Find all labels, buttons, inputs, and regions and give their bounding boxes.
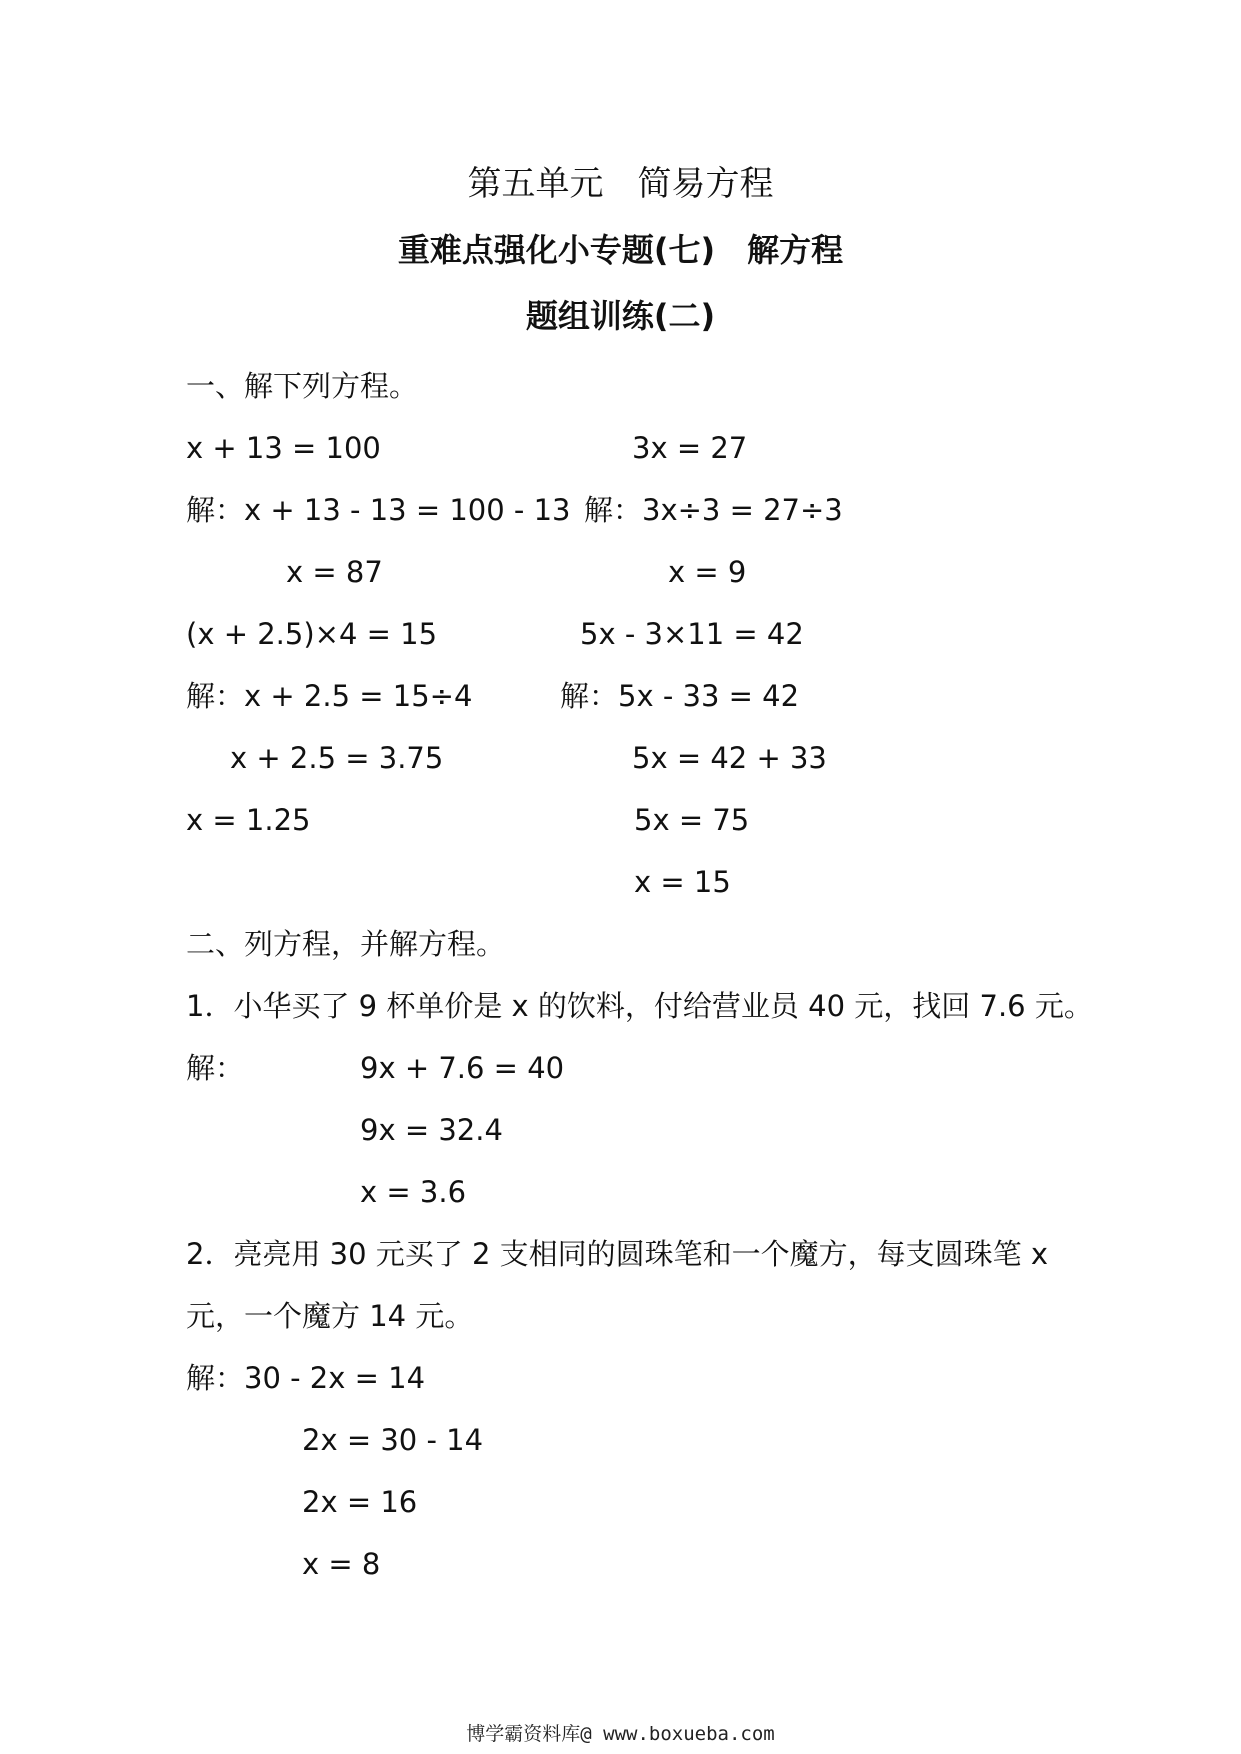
footer-watermark: 博学霸资料库@ www.boxueba.com xyxy=(466,1723,775,1745)
eq3-step2: x + 2.5 = 3.75 xyxy=(230,741,444,775)
q2-answer: x = 8 xyxy=(302,1547,381,1581)
eq1-step1: 解：x + 13 - 13 = 100 - 13 xyxy=(186,493,571,527)
q2-step1: 解：30 - 2x = 14 xyxy=(186,1361,426,1395)
q1-label: 解： xyxy=(186,1051,245,1085)
q2-text-line1: 2．亮亮用 30 元买了 2 支相同的圆珠笔和一个魔方，每支圆珠笔 x xyxy=(186,1237,1049,1271)
eq2-step1: 解：3x÷3 = 27÷3 xyxy=(584,493,843,527)
eq2-problem: 3x = 27 xyxy=(632,431,748,465)
section2-heading: 二、列方程，并解方程。 xyxy=(186,927,506,961)
eq4-step2: 5x = 42 + 33 xyxy=(632,741,827,775)
q1-text: 1．小华买了 9 杯单价是 x 的饮料，付给营业员 40 元，找回 7.6 元。 xyxy=(186,989,1093,1023)
eq3-answer: x = 1.25 xyxy=(186,803,311,837)
eq2-answer: x = 9 xyxy=(668,555,747,589)
eq3-step1: 解：x + 2.5 = 15÷4 xyxy=(186,679,473,713)
eq4-answer: x = 15 xyxy=(634,865,731,899)
eq1-answer: x = 87 xyxy=(286,555,383,589)
q2-step2: 2x = 30 - 14 xyxy=(302,1423,484,1457)
q1-step2: 9x = 32.4 xyxy=(360,1113,503,1147)
eq4-problem: 5x - 3×11 = 42 xyxy=(580,617,804,651)
q2-text-line2: 元，一个魔方 14 元。 xyxy=(186,1299,474,1333)
eq4-step3: 5x = 75 xyxy=(634,803,750,837)
eq3-problem: (x + 2.5)×4 = 15 xyxy=(186,617,438,651)
eq4-step1: 解：5x - 33 = 42 xyxy=(560,679,800,713)
topic-title: 重难点强化小专题(七) 解方程 xyxy=(397,231,844,269)
group-title: 题组训练(二) xyxy=(525,297,716,335)
q1-answer: x = 3.6 xyxy=(360,1175,467,1209)
section1-heading: 一、解下列方程。 xyxy=(186,369,419,403)
eq1-problem: x + 13 = 100 xyxy=(186,431,381,465)
q2-step3: 2x = 16 xyxy=(302,1485,418,1519)
unit-title: 第五单元 简易方程 xyxy=(467,164,774,204)
q1-step1: 9x + 7.6 = 40 xyxy=(360,1051,565,1085)
